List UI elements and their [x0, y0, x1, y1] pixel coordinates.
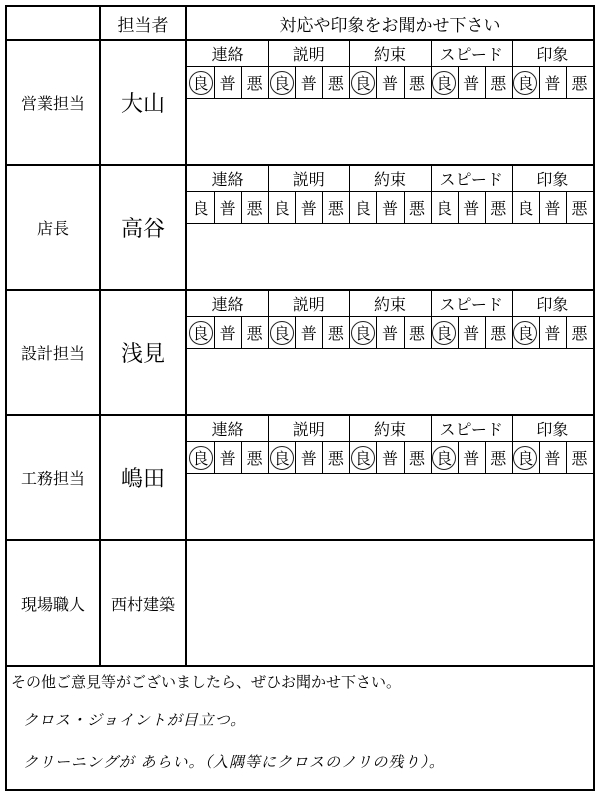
option-divider	[539, 192, 540, 224]
option-divider	[322, 192, 323, 224]
rating-option[interactable]: 悪	[485, 317, 512, 349]
option-divider	[295, 442, 296, 474]
category-label: 約束	[349, 416, 430, 442]
rating-option[interactable]: 良	[431, 67, 458, 99]
option-divider	[566, 67, 567, 99]
option-divider	[376, 442, 377, 474]
rating-option[interactable]: 良	[431, 192, 458, 224]
comment-prompt: その他ご意見等がございましたら、ぜひお聞かせ下さい。	[11, 673, 402, 691]
role-label: 設計担当	[20, 344, 85, 363]
rating-option[interactable]: 良	[512, 317, 539, 349]
option-divider	[566, 192, 567, 224]
evaluation-row	[7, 41, 593, 166]
person-name: 浅見	[120, 342, 165, 367]
rating-option[interactable]: 悪	[322, 192, 349, 224]
selected-circle-mark	[270, 321, 294, 345]
rating-option[interactable]: 良	[349, 317, 376, 349]
role-label: 店長	[36, 219, 69, 238]
rating-grid	[187, 41, 593, 99]
rating-option[interactable]: 悪	[485, 192, 512, 224]
rating-option[interactable]: 悪	[322, 317, 349, 349]
rating-option[interactable]: 良	[268, 192, 295, 224]
option-divider	[214, 192, 215, 224]
option-divider	[485, 67, 486, 99]
role-label: 現場職人	[20, 594, 85, 614]
rating-option[interactable]: 良	[431, 317, 458, 349]
rating-option[interactable]: 普	[214, 192, 241, 224]
rating-option[interactable]: 悪	[241, 192, 268, 224]
rating-option[interactable]: 悪	[404, 442, 431, 474]
option-divider	[458, 192, 459, 224]
rating-option[interactable]: 悪	[566, 442, 593, 474]
option-divider	[322, 317, 323, 349]
rating-grid	[187, 416, 593, 474]
selected-circle-mark	[432, 71, 456, 95]
rating-option[interactable]: 普	[214, 317, 241, 349]
header-blank	[7, 7, 99, 41]
handwritten-comment: クリーニングが あらい。（入隅等にクロスのノリの残り）。	[23, 753, 445, 771]
rating-option[interactable]: 普	[295, 67, 322, 99]
option-divider	[485, 192, 486, 224]
option-divider	[539, 67, 540, 99]
rating-option[interactable]: 悪	[241, 442, 268, 474]
option-divider	[241, 67, 242, 99]
rating-grid	[187, 166, 593, 224]
option-divider	[404, 67, 405, 99]
rating-option[interactable]: 普	[458, 317, 485, 349]
category-label: 印象	[512, 291, 593, 317]
option-divider	[485, 317, 486, 349]
evaluation-row	[7, 291, 593, 416]
rating-option[interactable]: 良	[512, 442, 539, 474]
category-label: 説明	[268, 416, 349, 442]
evaluation-row	[7, 541, 593, 667]
rating-option[interactable]: 悪	[485, 442, 512, 474]
selected-circle-mark	[351, 71, 375, 95]
rating-option[interactable]: 良	[268, 442, 295, 474]
option-divider	[241, 192, 242, 224]
evaluation-row	[7, 166, 593, 291]
rating-option[interactable]: 悪	[322, 442, 349, 474]
selected-circle-mark	[189, 446, 213, 470]
option-divider	[241, 442, 242, 474]
rating-option[interactable]: 普	[539, 192, 566, 224]
rating-option[interactable]: 悪	[404, 192, 431, 224]
rating-option[interactable]: 普	[539, 317, 566, 349]
rating-option[interactable]: 良	[349, 192, 376, 224]
option-divider	[241, 317, 242, 349]
option-divider	[566, 442, 567, 474]
person-name: 西村建築	[110, 594, 175, 614]
rating-option[interactable]: 良	[431, 442, 458, 474]
comment-section	[7, 667, 593, 789]
selected-circle-mark	[189, 321, 213, 345]
rating-option[interactable]: 良	[349, 442, 376, 474]
rating-option[interactable]: 良	[268, 67, 295, 99]
role-label: 営業担当	[20, 94, 85, 113]
rating-option[interactable]: 普	[295, 317, 322, 349]
rating-option[interactable]: 良	[187, 317, 214, 349]
rating-option[interactable]: 普	[539, 67, 566, 99]
option-divider	[539, 317, 540, 349]
category-label: スピード	[431, 291, 512, 317]
rating-option[interactable]: 普	[539, 442, 566, 474]
selected-circle-mark	[270, 71, 294, 95]
selected-circle-mark	[432, 446, 456, 470]
rating-option[interactable]: 普	[214, 67, 241, 99]
rating-option[interactable]: 悪	[404, 317, 431, 349]
rating-option[interactable]: 良	[349, 67, 376, 99]
header-feedback: 対応や印象をお聞かせ下さい	[187, 7, 593, 41]
rating-option[interactable]: 良	[512, 192, 539, 224]
option-divider	[539, 442, 540, 474]
category-label: 連絡	[187, 166, 268, 192]
option-divider	[485, 442, 486, 474]
person-name: 嶋田	[120, 467, 165, 492]
category-label: スピード	[431, 41, 512, 67]
rating-option[interactable]: 悪	[404, 67, 431, 99]
category-label: スピード	[431, 416, 512, 442]
rating-option[interactable]: 普	[376, 67, 403, 99]
person-name: 大山	[120, 92, 165, 117]
option-divider	[566, 317, 567, 349]
category-label: 連絡	[187, 41, 268, 67]
selected-circle-mark	[270, 446, 294, 470]
rating-option[interactable]: 良	[187, 67, 214, 99]
option-divider	[404, 192, 405, 224]
category-label: 連絡	[187, 291, 268, 317]
role-label: 工務担当	[20, 469, 85, 488]
selected-circle-mark	[351, 321, 375, 345]
category-label: 印象	[512, 166, 593, 192]
option-divider	[404, 442, 405, 474]
option-divider	[322, 442, 323, 474]
category-label: 印象	[512, 416, 593, 442]
rating-option[interactable]: 普	[295, 192, 322, 224]
rating-option[interactable]: 普	[376, 192, 403, 224]
option-divider	[376, 67, 377, 99]
option-divider	[376, 317, 377, 349]
option-divider	[322, 67, 323, 99]
rating-option[interactable]: 悪	[566, 67, 593, 99]
rating-option[interactable]: 悪	[485, 67, 512, 99]
rating-option[interactable]: 良	[268, 317, 295, 349]
rating-option[interactable]: 悪	[241, 67, 268, 99]
option-divider	[295, 317, 296, 349]
option-divider	[404, 317, 405, 349]
handwritten-comment: クロス・ジョイントが目立つ。	[23, 711, 247, 729]
category-label: 約束	[349, 41, 430, 67]
option-divider	[458, 317, 459, 349]
rating-option[interactable]: 普	[458, 67, 485, 99]
category-label: 約束	[349, 291, 430, 317]
rating-option[interactable]: 悪	[566, 192, 593, 224]
option-divider	[295, 192, 296, 224]
selected-circle-mark	[351, 446, 375, 470]
rating-option[interactable]: 良	[187, 442, 214, 474]
selected-circle-mark	[189, 71, 213, 95]
rating-option[interactable]: 良	[187, 192, 214, 224]
option-divider	[458, 442, 459, 474]
rating-option[interactable]: 良	[512, 67, 539, 99]
category-label: 約束	[349, 166, 430, 192]
feedback-form	[5, 5, 595, 791]
rating-option[interactable]: 普	[376, 317, 403, 349]
rating-option[interactable]: 普	[295, 442, 322, 474]
rating-option[interactable]: 普	[214, 442, 241, 474]
person-name: 高谷	[120, 217, 165, 242]
header-person: 担当者	[101, 7, 185, 41]
selected-circle-mark	[432, 321, 456, 345]
category-label: 印象	[512, 41, 593, 67]
category-label: スピード	[431, 166, 512, 192]
category-label: 説明	[268, 41, 349, 67]
category-label: 連絡	[187, 416, 268, 442]
evaluation-row	[7, 416, 593, 541]
rating-option[interactable]: 悪	[322, 67, 349, 99]
option-divider	[214, 442, 215, 474]
option-divider	[458, 67, 459, 99]
rating-option[interactable]: 悪	[241, 317, 268, 349]
option-divider	[214, 317, 215, 349]
rating-grid	[187, 291, 593, 349]
option-divider	[214, 67, 215, 99]
rating-option[interactable]: 悪	[566, 317, 593, 349]
rating-option[interactable]: 普	[376, 442, 403, 474]
category-label: 説明	[268, 166, 349, 192]
rating-option[interactable]: 普	[458, 192, 485, 224]
option-divider	[376, 192, 377, 224]
category-label: 説明	[268, 291, 349, 317]
option-divider	[295, 67, 296, 99]
rating-option[interactable]: 普	[458, 442, 485, 474]
